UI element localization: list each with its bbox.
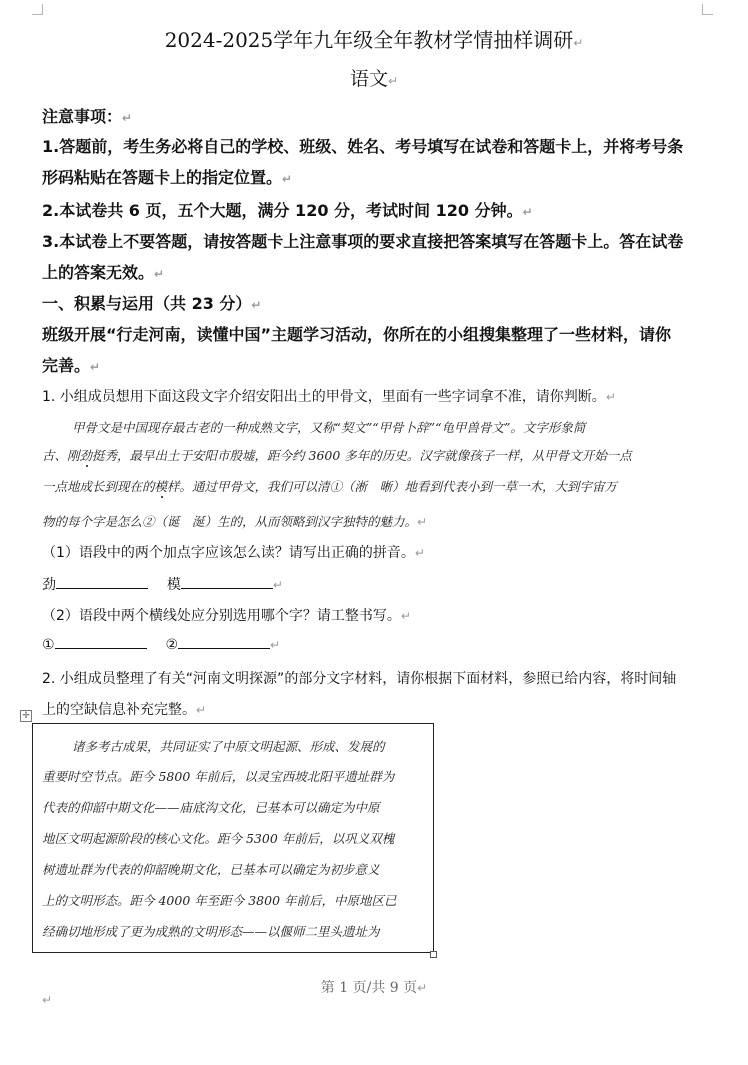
passage-line: 一点地成长到现在的模样。通过甲骨文，我们可以清①（淅 晰）地看到代表小到一草一木，大到宇宙万 (42, 479, 618, 494)
char-answer-row: ① ② ↵ (42, 637, 281, 653)
box-line: 诸多考古成果，共同证实了中原文明起源、形成、发展的 (72, 739, 385, 754)
answer-blank[interactable] (55, 636, 147, 649)
table-move-handle-icon[interactable]: ✛ (20, 710, 32, 722)
note-item-2: 2.本试卷共 6 页，五个大题，满分 120 分，考试时间 120 分钟。↵ (42, 201, 533, 220)
notes-heading: 注意事项：↵ (42, 107, 133, 126)
passage-line: 古、刚劲挺秀，最早出土于安阳市殷墟，距今约 3600 多年的历史。汉字就像孩子一样，从甲骨文开始一点 (42, 448, 632, 463)
page-corner-mark (702, 4, 713, 15)
question-1-stem: 1. 小组成员想用下面这段文字介绍安阳出土的甲骨文，里面有一些字词拿不准，请你判断。↵ (42, 389, 616, 405)
section-heading: 一、积累与运用（共 23 分）↵ (42, 294, 262, 313)
dotted-char-jin: 劲 (79, 448, 93, 463)
box-line: 经确切地形成了更为成熟的文明形态——以偃师二里头遗址为 (42, 924, 380, 939)
section-intro: 班级开展“行走河南，读懂中国”主题学习活动，你所在的小组搜集整理了一些材料，请你 (42, 325, 672, 344)
page-number-footer: 第 1 页/共 9 页↵ (320, 980, 428, 996)
question-2-stem-cont: 上的空缺信息补充完整。↵ (42, 702, 207, 718)
subject-title: 语文↵ (349, 68, 399, 90)
table-resize-handle[interactable] (430, 951, 437, 958)
answer-blank[interactable] (56, 576, 148, 589)
box-line: 重要时空节点。距今 5800 年前后，以灵宝西坡北阳平遗址群为 (42, 769, 395, 784)
box-line: 地区文明起源阶段的核心文化。距今 5300 年前后，以巩义双槐 (42, 831, 395, 846)
section-intro-cont: 完善。↵ (42, 356, 101, 375)
exam-title: 2024-2025学年九年级全年教材学情抽样调研↵ (164, 28, 584, 52)
note-item-1-cont: 形码粘贴在答题卡上的指定位置。↵ (42, 168, 293, 187)
box-line: 树遗址群为代表的仰韶晚期文化，已基本可以确定为初步意义 (42, 862, 380, 877)
passage-line: 物的每个字是怎么②（诞 涎）生的，从而领略到汉字独特的魅力。↵ (42, 514, 428, 529)
question-1-sub1: （1）语段中的两个加点字应该怎么读？请写出正确的拼音。↵ (42, 545, 425, 561)
question-2-stem: 2. 小组成员整理了有关“河南文明探源”的部分文字材料，请你根据下面材料，参照已给内容，将时间轴 (42, 671, 677, 687)
note-item-1: 1.答题前，考生务必将自己的学校、班级、姓名、考号填写在试卷和答题卡上，并将考号条 (42, 137, 684, 156)
pinyin-answer-row: 劲 模 ↵ (42, 577, 283, 593)
note-item-3: 3.本试卷上不要答题，请按答题卡上注意事项的要求直接把答案填写在答题卡上。答在试卷 (42, 232, 684, 251)
box-line: 上的文明形态。距今 4000 年至距今 3800 年前后，中原地区已 (42, 893, 397, 908)
paragraph-mark: ↵ (42, 993, 53, 1007)
question-1-sub2: （2）语段中两个横线处应分别选用哪个字？请工整书写。↵ (42, 608, 411, 624)
passage-line: 甲骨文是中国现存最古老的一种成熟文字，又称“契文”“甲骨卜辞”“龟甲兽骨文”。文字形象简 (72, 420, 586, 435)
note-item-3-cont: 上的答案无效。↵ (42, 263, 165, 282)
answer-blank[interactable] (178, 636, 270, 649)
answer-blank[interactable] (181, 576, 273, 589)
dotted-char-mo: 模 (154, 479, 168, 494)
box-line: 代表的仰韶中期文化——庙底沟文化，已基本可以确定为中原 (42, 800, 380, 815)
page-corner-mark (32, 4, 43, 15)
